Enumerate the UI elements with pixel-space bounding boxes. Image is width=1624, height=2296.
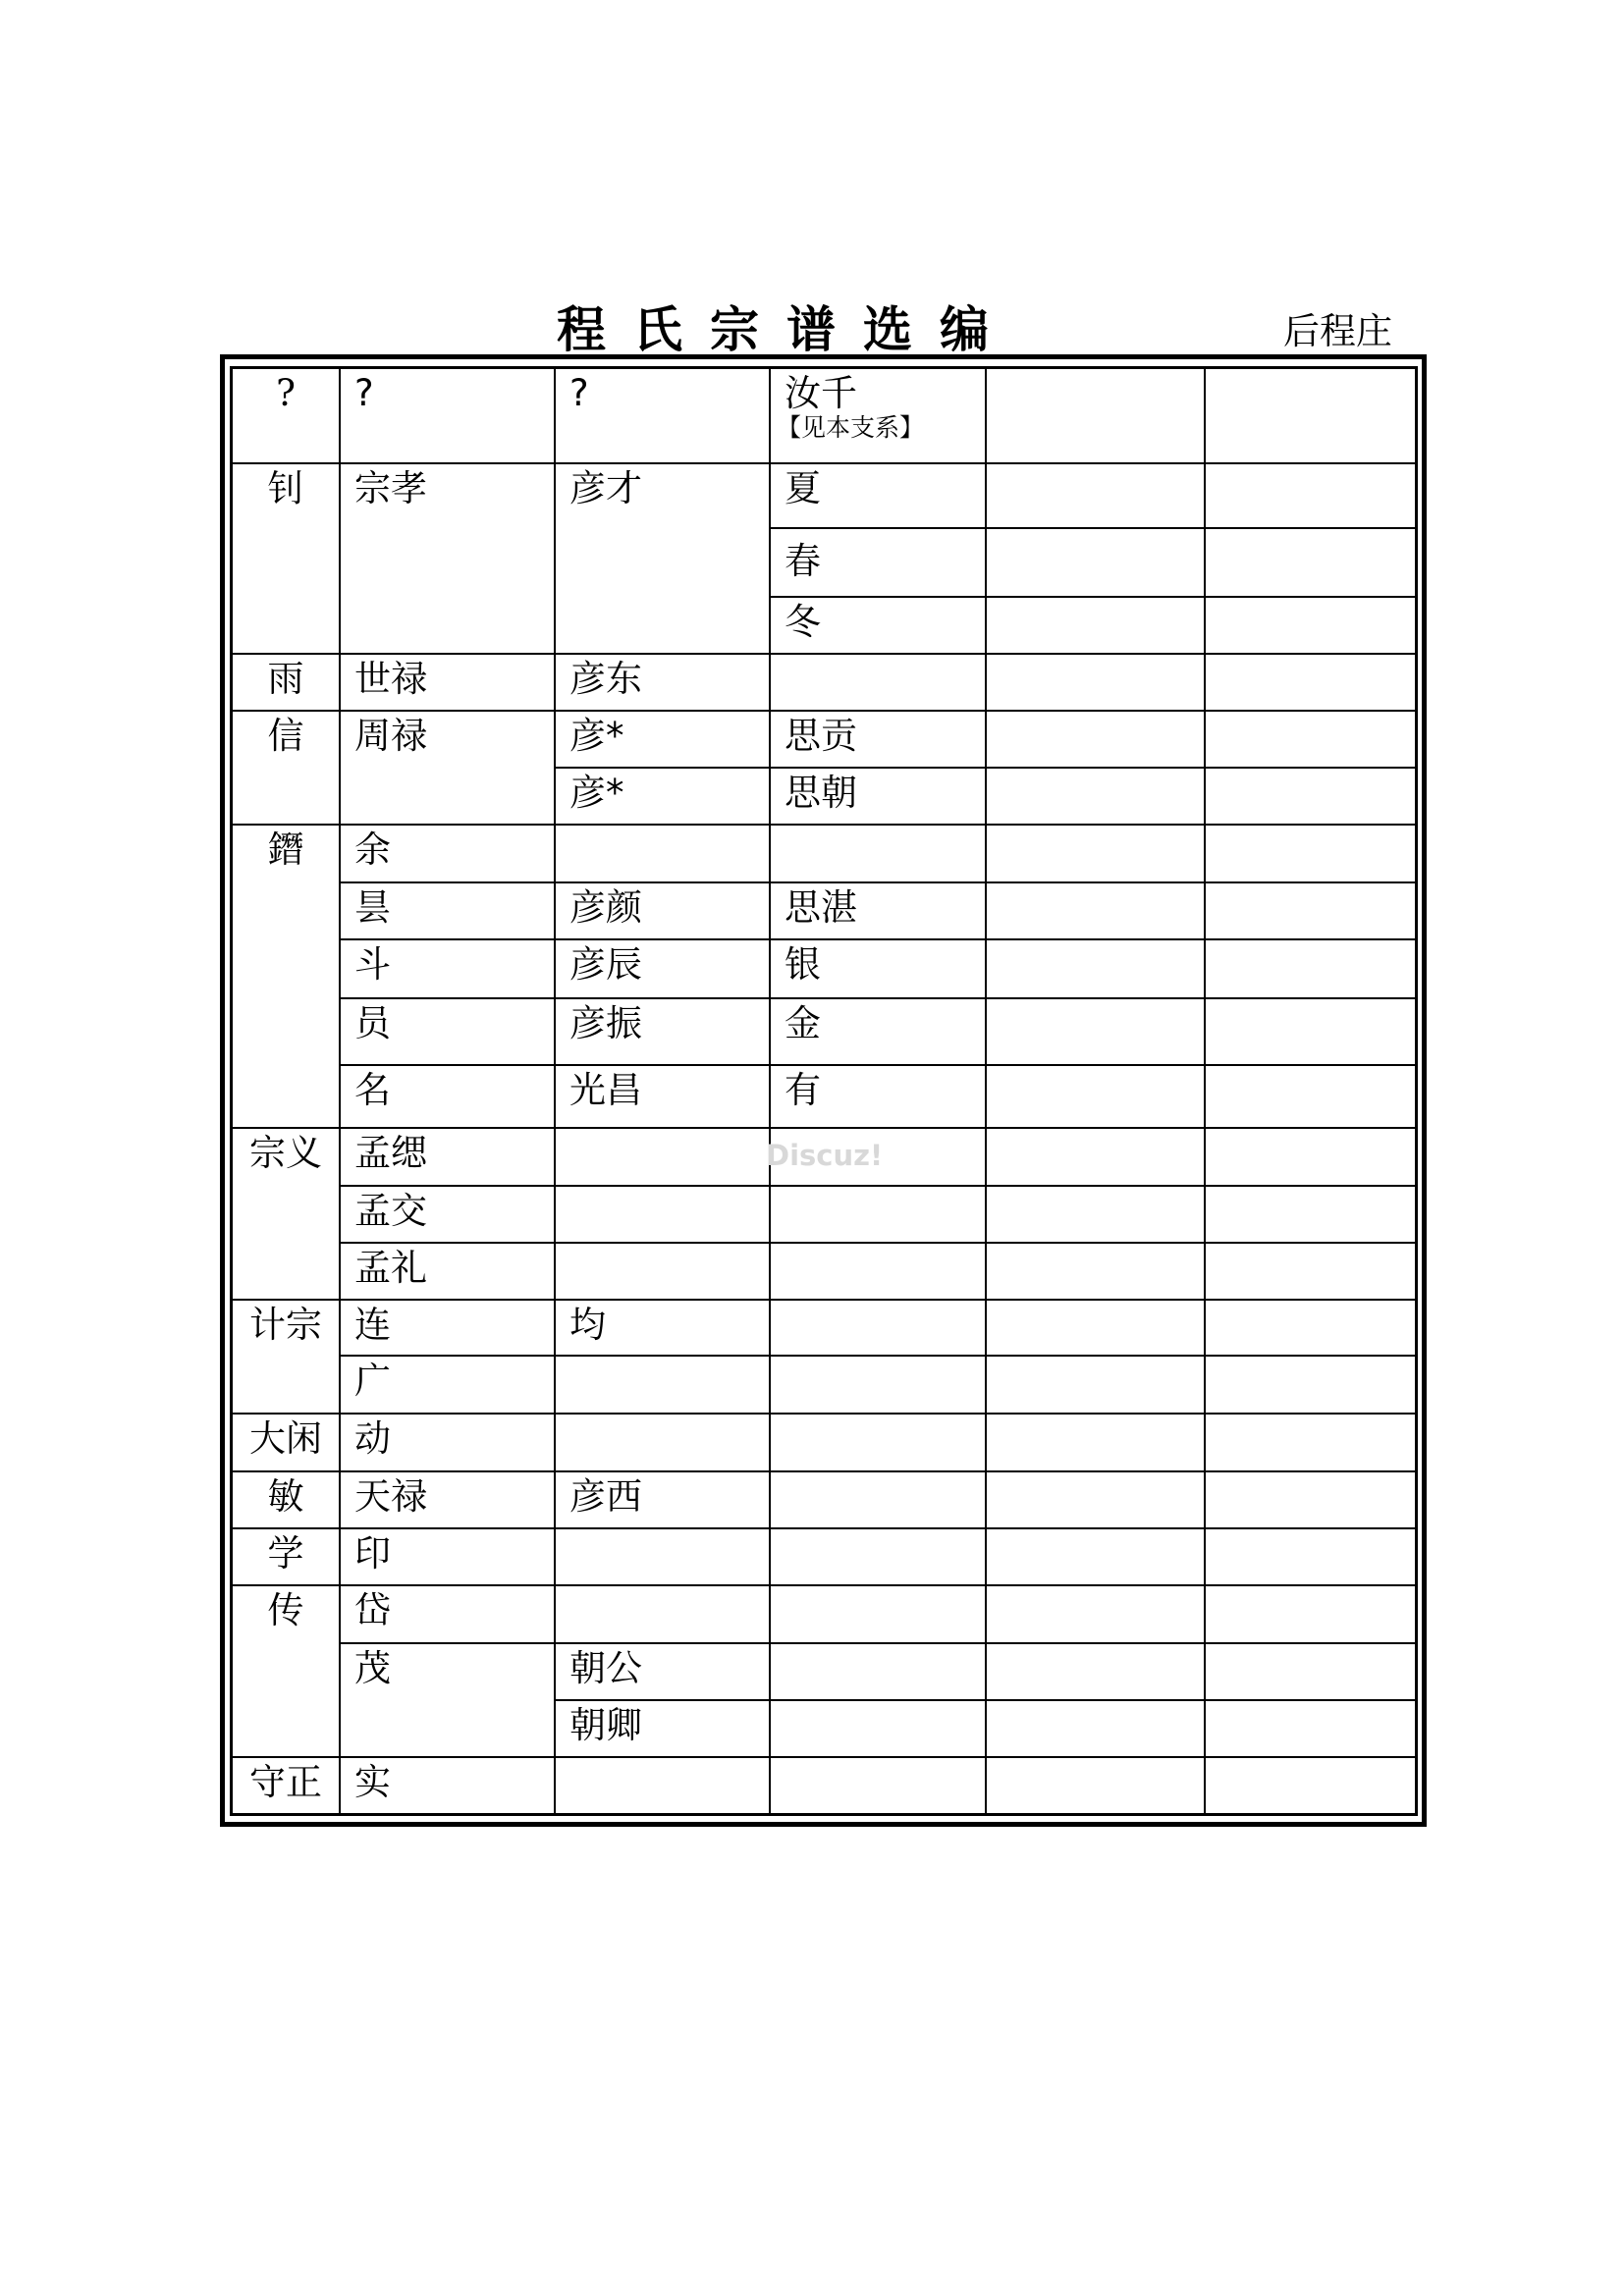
page-title: 程氏宗谱选编 [557, 300, 1016, 358]
table-row [233, 1757, 1415, 1813]
generation-3-cell: 彦颜 [555, 882, 770, 939]
generation-6-cell [1205, 998, 1415, 1065]
table-row [233, 882, 1415, 939]
generation-2-cell: 印 [340, 1528, 555, 1585]
generation-2-cell: 员 [340, 998, 555, 1065]
generation-5-cell [986, 1414, 1205, 1471]
generation-3-cell [555, 1757, 770, 1813]
generation-3-cell [555, 1186, 770, 1243]
generation-2-cell: 宗孝 [340, 463, 555, 654]
generation-5-cell [986, 1471, 1205, 1528]
generation-6-cell [1205, 1414, 1415, 1471]
generation-5-cell [986, 1700, 1205, 1757]
table-row [233, 463, 1415, 528]
generation-3-cell [555, 1356, 770, 1414]
generation-2-cell: 实 [340, 1757, 555, 1813]
generation-5-cell [986, 768, 1205, 825]
generation-6-cell [1205, 369, 1415, 463]
generation-5-cell [986, 1356, 1205, 1414]
table-row [233, 1414, 1415, 1471]
generation-1-cell: 宗义 [233, 1128, 340, 1300]
generation-6-cell [1205, 825, 1415, 882]
generation-4-cell [770, 369, 986, 463]
generation-6-cell [1205, 1700, 1415, 1757]
generation-5-cell [986, 1585, 1205, 1643]
generation-2-cell: 茂 [340, 1643, 555, 1757]
generation-2-cell: 孟礼 [340, 1243, 555, 1300]
table-row [233, 711, 1415, 768]
generation-2-cell: ? [340, 369, 555, 463]
generation-3-cell [555, 1128, 770, 1186]
generation-5-cell [986, 1186, 1205, 1243]
generation-6-cell [1205, 654, 1415, 711]
generation-4-cell [770, 1643, 986, 1700]
generation-3-cell [555, 1243, 770, 1300]
generation-3-cell [555, 1585, 770, 1643]
generation-5-cell [986, 1300, 1205, 1356]
generation-1-cell: 敏 [233, 1471, 340, 1528]
generation-1-cell: 大闲 [233, 1414, 340, 1471]
generation-6-cell [1205, 528, 1415, 597]
generation-6-cell [1205, 1065, 1415, 1128]
generation-6-cell [1205, 1243, 1415, 1300]
table-row [233, 1528, 1415, 1585]
generation-6-cell [1205, 768, 1415, 825]
generation-5-cell [986, 1643, 1205, 1700]
generation-5-cell [986, 939, 1205, 998]
generation-6-cell [1205, 1585, 1415, 1643]
generation-6-cell [1205, 1300, 1415, 1356]
generation-3-cell [555, 1414, 770, 1471]
name-text: 汝千 [785, 372, 857, 414]
generation-6-cell [1205, 1471, 1415, 1528]
table-row [233, 1356, 1415, 1414]
table-row [233, 1065, 1415, 1128]
generation-4-cell [770, 654, 986, 711]
generation-5-cell [986, 528, 1205, 597]
generation-3-cell: 朝公 [555, 1643, 770, 1700]
generation-5-cell [986, 998, 1205, 1065]
generation-3-cell [555, 1528, 770, 1585]
generation-4-cell [770, 1414, 986, 1471]
generation-4-cell [770, 1243, 986, 1300]
generation-1-cell: 信 [233, 711, 340, 825]
generation-3-cell: 朝卿 [555, 1700, 770, 1757]
generation-2-cell: 昙 [340, 882, 555, 939]
generation-5-cell [986, 463, 1205, 528]
generation-5-cell [986, 1065, 1205, 1128]
generation-1-cell: 守正 [233, 1757, 340, 1813]
generation-2-cell: 世禄 [340, 654, 555, 711]
generation-2-cell: 周禄 [340, 711, 555, 825]
generation-5-cell [986, 654, 1205, 711]
generation-4-cell: 夏 [770, 463, 986, 528]
generation-1-cell: ? [233, 369, 340, 463]
generation-4-cell: 银 [770, 939, 986, 998]
watermark-text: Discuz! [766, 1139, 884, 1172]
generation-4-cell [770, 1356, 986, 1414]
generation-2-cell: 岱 [340, 1585, 555, 1643]
generation-3-cell: 彦振 [555, 998, 770, 1065]
generation-4-cell [770, 1585, 986, 1643]
generation-5-cell [986, 597, 1205, 654]
place-name: 后程庄 [1283, 310, 1392, 352]
generation-4-cell [770, 1757, 986, 1813]
generation-3-cell: 彦* [555, 711, 770, 768]
generation-5-cell [986, 1757, 1205, 1813]
generation-5-cell [986, 1528, 1205, 1585]
generation-2-cell: 孟交 [340, 1186, 555, 1243]
generation-6-cell [1205, 1128, 1415, 1186]
see-branch-note: 【见本支系】 [777, 413, 925, 442]
table-row [233, 1585, 1415, 1643]
generation-4-cell [770, 1300, 986, 1356]
generation-6-cell [1205, 597, 1415, 654]
generation-3-cell: 均 [555, 1300, 770, 1356]
generation-2-cell: 天禄 [340, 1471, 555, 1528]
generation-5-cell [986, 369, 1205, 463]
generation-2-cell: 余 [340, 825, 555, 882]
generation-6-cell [1205, 1186, 1415, 1243]
generation-4-cell: 有 [770, 1065, 986, 1128]
generation-6-cell [1205, 1757, 1415, 1813]
generation-2-cell: 斗 [340, 939, 555, 998]
generation-3-cell: 彦西 [555, 1471, 770, 1528]
table-row [233, 825, 1415, 882]
table-row [233, 654, 1415, 711]
generation-1-cell: 鐕 [233, 825, 340, 1128]
generation-6-cell [1205, 1528, 1415, 1585]
generation-1-cell: 钊 [233, 463, 340, 654]
generation-4-cell [770, 1471, 986, 1528]
table-row [233, 1243, 1415, 1300]
table-row [233, 1186, 1415, 1243]
generation-4-cell [770, 1186, 986, 1243]
generation-1-cell: 计宗 [233, 1300, 340, 1414]
generation-2-cell: 孟缌 [340, 1128, 555, 1186]
generation-3-cell: 彦东 [555, 654, 770, 711]
generation-5-cell [986, 1128, 1205, 1186]
table-row [233, 1643, 1415, 1700]
generation-3-cell: 光昌 [555, 1065, 770, 1128]
generation-3-cell: 彦才 [555, 463, 770, 654]
generation-6-cell [1205, 711, 1415, 768]
generation-1-cell: 传 [233, 1585, 340, 1757]
generation-6-cell [1205, 1356, 1415, 1414]
generation-3-cell: 彦* [555, 768, 770, 825]
generation-6-cell [1205, 939, 1415, 998]
generation-4-cell [770, 825, 986, 882]
generation-1-cell: 雨 [233, 654, 340, 711]
generation-4-cell [770, 1528, 986, 1585]
generation-3-cell [555, 825, 770, 882]
generation-4-cell: 冬 [770, 597, 986, 654]
generation-4-cell: 春 [770, 528, 986, 597]
generation-4-cell: 金 [770, 998, 986, 1065]
table-row [233, 998, 1415, 1065]
generation-2-cell: 动 [340, 1414, 555, 1471]
generation-6-cell [1205, 1643, 1415, 1700]
generation-5-cell [986, 1243, 1205, 1300]
generation-2-cell: 连 [340, 1300, 555, 1356]
genealogy-table [233, 369, 1415, 1813]
generation-3-cell: ? [555, 369, 770, 463]
generation-6-cell [1205, 882, 1415, 939]
generation-6-cell [1205, 463, 1415, 528]
generation-5-cell [986, 825, 1205, 882]
generation-4-cell: 思贡 [770, 711, 986, 768]
generation-1-cell: 学 [233, 1528, 340, 1585]
generation-2-cell: 广 [340, 1356, 555, 1414]
generation-5-cell [986, 711, 1205, 768]
generation-3-cell: 彦辰 [555, 939, 770, 998]
generation-2-cell: 名 [340, 1065, 555, 1128]
generation-4-cell [770, 1700, 986, 1757]
table-row [233, 1300, 1415, 1356]
table-row [233, 939, 1415, 998]
generation-4-cell: 思朝 [770, 768, 986, 825]
table-row [233, 1471, 1415, 1528]
generation-4-cell: 思湛 [770, 882, 986, 939]
table-row [233, 369, 1415, 463]
generation-5-cell [986, 882, 1205, 939]
